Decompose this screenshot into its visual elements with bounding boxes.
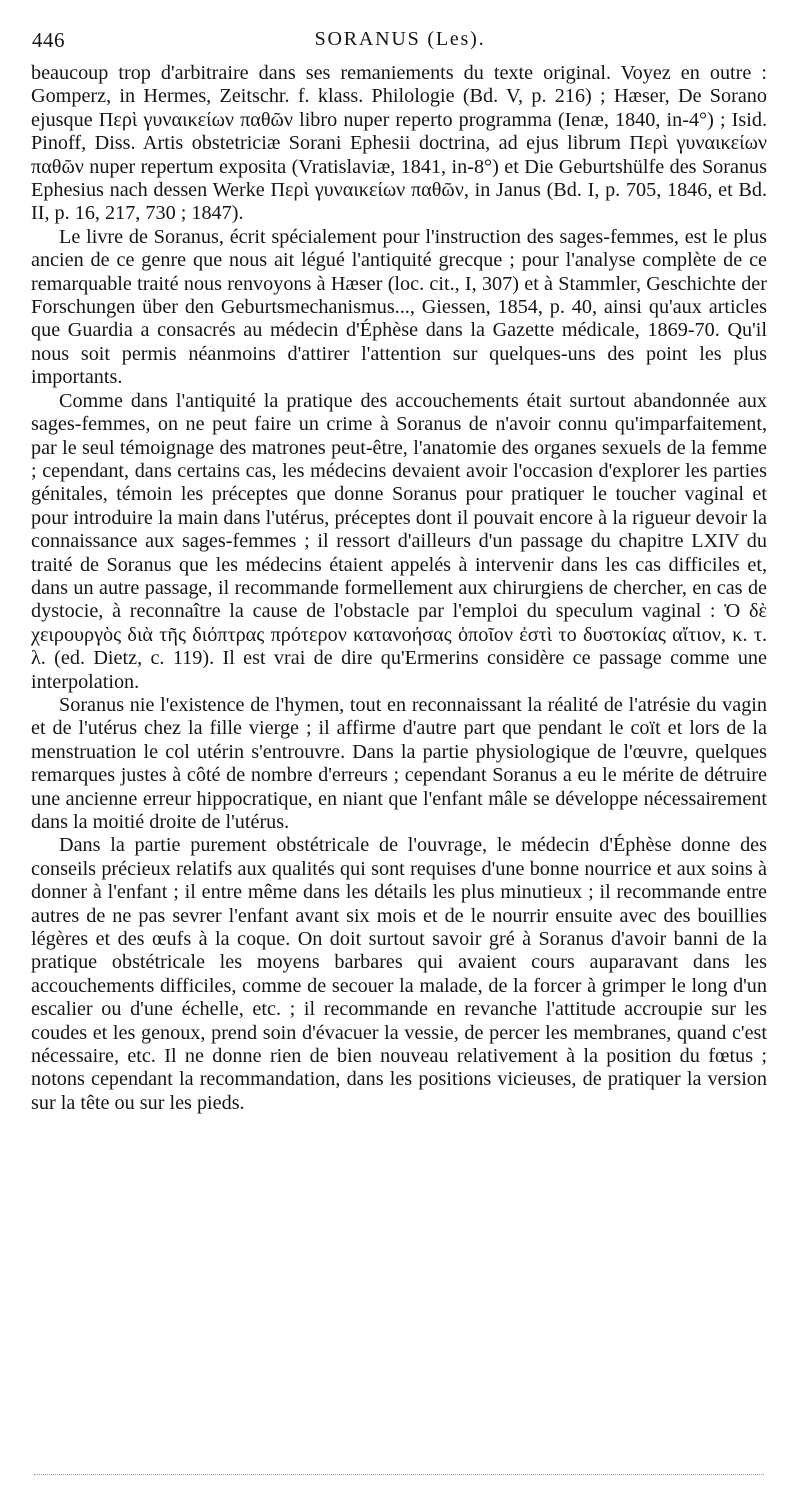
- paragraph-3: Comme dans l'antiquité la pratique des accouchements était surtout abandonnée aux sages-femmes, on ne peut faire un crime à Soranus de n'avoir connu qu'imparfaitement, par le seul témoignage des matrones peut-être, l'anatomie des organes sexuels de la femme ; cependant, dans certains cas, les médecins devaient avoir l'occasion d'explorer les parties génitales, témoin les préceptes que donne Soranus pour pratiquer le toucher vaginal et pour introduire la main dans l'utérus, préceptes dont il pouvait encore à la rigueur devoir la connaissance aux sages-femmes ; il ressort d'ailleurs d'un passage du chapitre LXIV du traité de Soranus que les médecins étaient appelés à intervenir dans les cas difficiles et, dans un autre passage, il recommande formellement aux chirurgiens de chercher, en cas de dystocie, à reconnaître la cause de l'obstacle par l'emploi du speculum vaginal : Ὁ δὲ χειρουργὸς διὰ τῆς διόπτρας πρότερον κατανοήσας ὁποῖον ἐστὶ το δυστοκίας αἴτιον, κ. τ. λ. (ed. Dietz, c. 119). Il est vrai de dire qu'Ermerins considère ce passage comme une interpolation.: [31, 389, 767, 693]
- body-text: [31, 62, 767, 1115]
- paragraph-1: beaucoup trop d'arbitraire dans ses remaniements du texte original. Voyez en outre : Gomperz, in Hermes, Zeitschr. f. klass. Philologie (Bd. V, p. 216) ; Hæser, De Sorano ejusque Περὶ γυναικείων παθῶν libro nuper reperto programma (Ienæ, 1840, in-4°) ; Isid. Pinoff, Diss. Artis obstetriciæ Sorani Ephesii doctrina, ad ejus librum Περὶ γυναικείων παθῶν nuper repertum exposita (Vratislaviæ, 1841, in-8°) et Die Geburtshülfe des Soranus Ephesius nach dessen Werke Περὶ γυναικείων παθῶν, in Janus (Bd. I, p. 705, 1846, et Bd. II, p. 16, 217, 730 ; 1847).: [31, 62, 767, 225]
- running-head: SORANUS (Les).: [314, 28, 486, 50]
- footer-rule: [34, 1474, 764, 1475]
- page-header: [32, 28, 768, 62]
- paragraph-5: Dans la partie purement obstétricale de l'ouvrage, le médecin d'Éphèse donne des conseils précieux relatifs aux qualités qui sont requises d'une bonne nourrice et aux soins à donner à l'enfant ; il entre même dans les détails les plus minutieux ; il recommande entre autres de ne pas sevrer l'enfant avant six mois et de le nourrir ensuite avec des bouillies légères et des œufs à la coque. On doit surtout savoir gré à Soranus d'avoir banni de la pratique obstétricale les moyens barbares qui avaient cours auparavant dans les accouchements difficiles, comme de secouer la malade, de la forcer à grimper le long d'un escalier ou d'une échelle, etc. ; il recommande en revanche l'attitude accroupie sur les coudes et les genoux, prend soin d'évacuer la vessie, de percer les membranes, quand c'est nécessaire, etc. Il ne donne rien de bien nouveau relativement à la position du fœtus ; notons cependant la recommandation, dans les positions vicieuses, de pratiquer la version sur la tête ou sur les pieds.: [31, 834, 767, 1114]
- paragraph-4: Soranus nie l'existence de l'hymen, tout en reconnaissant la réalité de l'atrésie du vagin et de l'utérus chez la fille vierge ; il affirme d'autre part que pendant le coït et lors de la menstruation le col utérin s'entrouvre. Dans la partie physiologique de l'œuvre, quelques remarques justes à côté de nombre d'erreurs ; cependant Soranus a eu le mérite de détruire une ancienne erreur hippocratique, en niant que l'enfant mâle se développe nécessairement dans la moitié droite de l'utérus.: [31, 693, 767, 833]
- paragraph-2: Le livre de Soranus, écrit spécialement pour l'instruction des sages-femmes, est le plus ancien de ce genre que nous ait légué l'antiquité grecque ; pour l'analyse complète de ce remarquable traité nous renvoyons à Hæser (loc. cit., I, 307) et à Stammler, Geschichte der Forschungen über den Geburtsmechanismus..., Giessen, 1854, p. 40, ainsi qu'aux articles que Guardia a consacrés au médecin d'Éphèse dans la Gazette médicale, 1869-70. Qu'il nous soit permis néanmoins d'attirer l'attention sur quelques-uns des point les plus importants.: [31, 225, 767, 389]
- page-number: 446: [32, 28, 65, 52]
